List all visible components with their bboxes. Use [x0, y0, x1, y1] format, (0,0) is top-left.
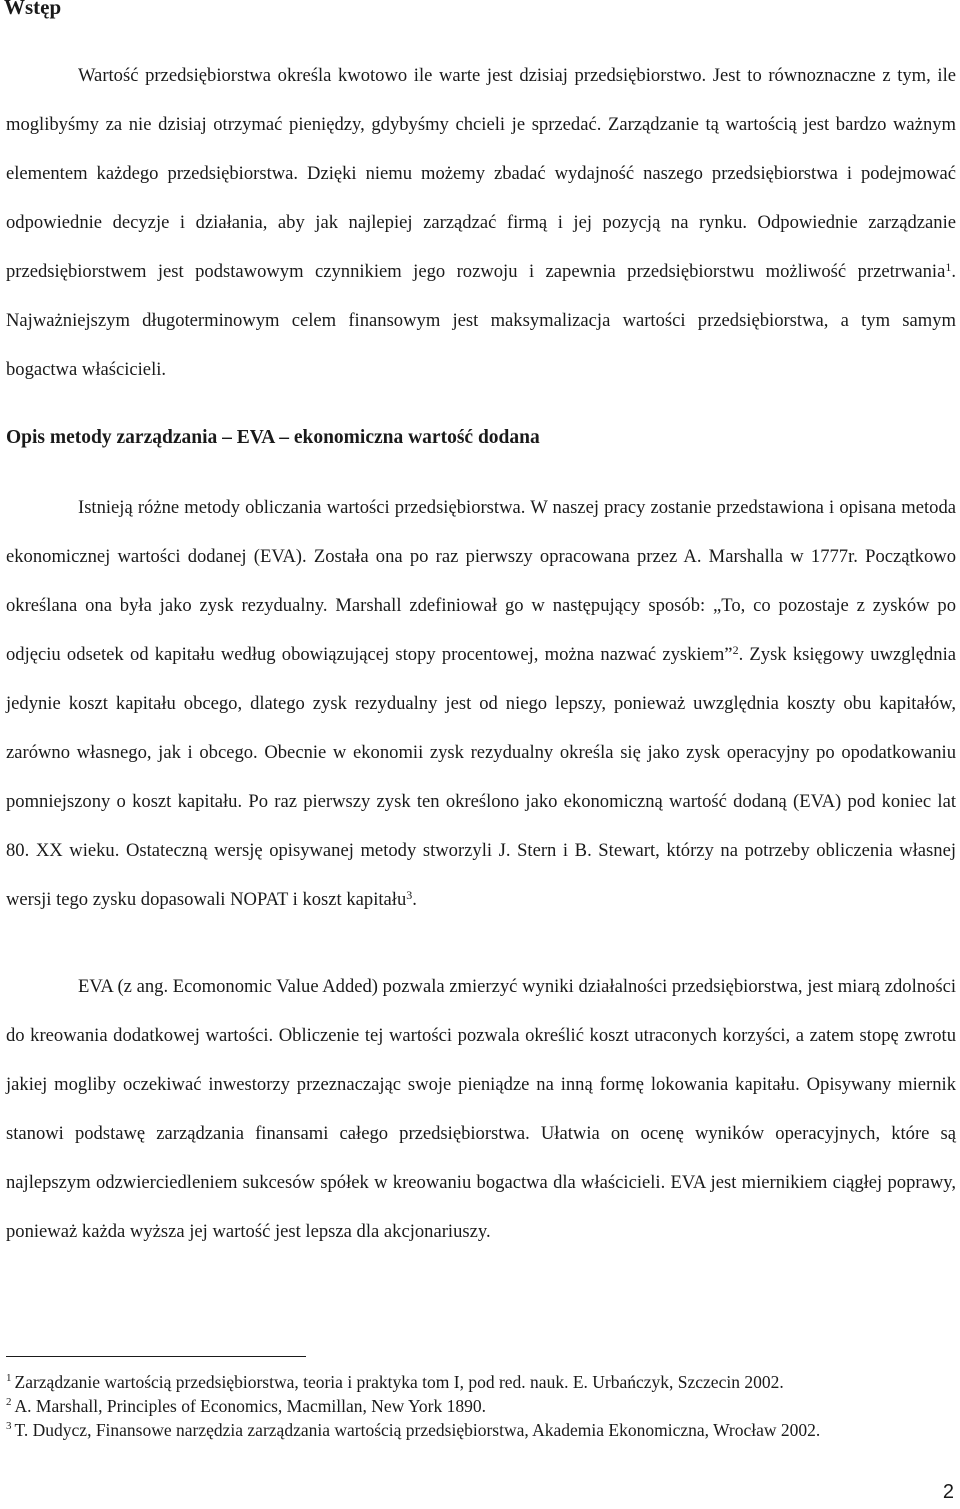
eva-paragraph-2: [6, 962, 956, 1256]
footnote-2: [6, 1394, 946, 1418]
footnote-1: [6, 1370, 946, 1394]
footnote-2-text: A. Marshall, Principles of Economics, Macmillan, New York 1890.: [14, 1396, 486, 1416]
page-number: 2: [942, 1481, 954, 1503]
footnote-1-text: Zarządzanie wartością przedsiębiorstwa, teoria i praktyka tom I, pod red. nauk. E. Urbańczyk, Szczecin 2002.: [14, 1372, 784, 1392]
eva-paragraph-1-text-a: Istnieją różne metody obliczania wartości przedsiębiorstwa. W naszej pracy zostanie przedstawiona i opisana metoda ekonomicznej wartości dodanej (EVA). Została ona po raz pierwszy opracowana przez A. Marshalla w 1777r. Początkowo określana ona była jako zysk rezydualny. Marshall zdefiniował go w następujący sposób: „To, co pozostaje z zysków po odjęciu odsetek od kapitału według obowiązującej stopy procentowej, można nazwać zyskiem”: [6, 497, 956, 665]
heading-eva: Opis metody zarządzania – EVA – ekonomiczna wartość dodana: [6, 427, 540, 448]
footnote-3: [6, 1418, 946, 1442]
footnote-ref-1[interactable]: 1: [945, 260, 952, 274]
footnote-2-number: 2: [6, 1396, 12, 1408]
eva-paragraph-1: [6, 483, 956, 924]
footnote-ref-3[interactable]: 3: [406, 888, 413, 902]
eva-paragraph-2-text: EVA (z ang. Ecomonomic Value Added) pozwala zmierzyć wyniki działalności przedsiębiorstwa, jest miarą zdolności do kreowania dodatkowej wartości. Obliczenie tej wartości pozwala określić koszt utraconych korzyści, a zatem stopę zwrotu jakiej mogliby oczekiwać inwestorzy przeznaczając swoje pieniądze na inną formę lokowania kapitału. Opisywany miernik stanowi podstawę zarządzania finansami całego przedsiębiorstwa. Ułatwia on ocenę wyników operacyjnych, które są najlepszym odzwierciedleniem sukcesów spółek w kreowaniu bogactwa dla właścicieli. EVA jest miernikiem ciągłej poprawy, ponieważ każda wyższa jej wartość jest lepsza dla akcjonariuszy.: [6, 976, 956, 1242]
footnote-separator: [6, 1356, 306, 1357]
footnote-1-number: 1: [6, 1372, 12, 1384]
footnote-ref-2[interactable]: 2: [732, 643, 739, 657]
footnotes-list: [6, 1370, 946, 1442]
eva-paragraph-1-text-c: .: [412, 889, 417, 910]
eva-paragraph-1-text-b: . Zysk księgowy uwzględnia jedynie koszt kapitału obcego, dlatego zysk rezydualny jest od niego lepszy, ponieważ uwzględnia koszty obu kapitałów, zarówno własnego, jak i obcego. Obecnie w ekonomii zysk rezydualny określa się jako zysk operacyjny po opodatkowaniu pomniejszony o koszt kapitału. Po raz pierwszy zysk ten określono jako ekonomiczną wartość dodaną (EVA) pod koniec lat 80. XX wieku. Ostateczną wersję opisywanej metody stworzyli J. Stern i B. Stewart, którzy na potrzeby obliczenia własnej wersji tego zysku dopasowali NOPAT i koszt kapitału: [6, 644, 956, 910]
intro-paragraph-text-b: . Najważniejszym długoterminowym celem finansowym jest maksymalizacja wartości przedsiębiorstwa, a tym samym bogactwa właścicieli.: [6, 261, 956, 380]
intro-paragraph: [6, 51, 956, 394]
intro-paragraph-text-a: Wartość przedsiębiorstwa określa kwotowo ile warte jest dzisiaj przedsiębiorstwo. Jest to równoznaczne z tym, ile moglibyśmy za nie dzisiaj otrzymać pieniędzy, gdybyśmy chcieli je sprzedać. Zarządzanie tą wartością jest bardzo ważnym elementem każdego przedsiębiorstwa. Dzięki niemu możemy zbadać wydajność naszego przedsiębiorstwa i podejmować odpowiednie decyzje i działania, aby jak najlepiej zarządzać firmą i jej pozycją na rynku. Odpowiednie zarządzanie przedsiębiorstwem jest podstawowym czynnikiem jego rozwoju i zapewnia przedsiębiorstwu możliwość przetrwania: [6, 65, 956, 282]
heading-wstep: Wstęp: [4, 0, 62, 19]
footnote-3-number: 3: [6, 1420, 12, 1432]
footnote-3-text: T. Dudycz, Finansowe narzędzia zarządzania wartością przedsiębiorstwa, Akademia Ekonomiczna, Wrocław 2002.: [14, 1420, 821, 1440]
